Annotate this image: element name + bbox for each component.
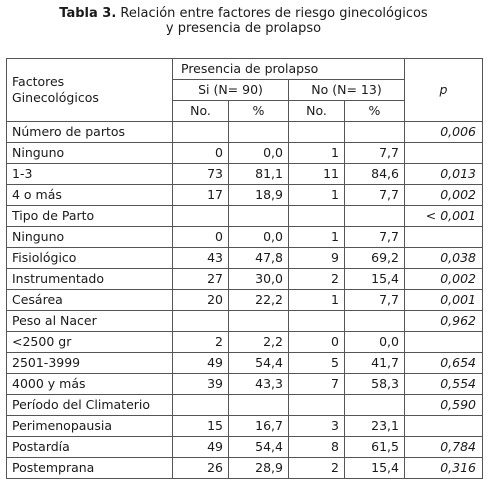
- table-row: [7, 290, 483, 311]
- row-label: Postemprana: [7, 458, 173, 479]
- row-label: 4 o más: [7, 185, 173, 206]
- cell-si-count: 2: [173, 332, 229, 353]
- cell-no-count: 11: [289, 164, 345, 185]
- cell-si-count: 0: [173, 143, 229, 164]
- cell-no-count: 1: [289, 290, 345, 311]
- cell-si-count: 73: [173, 164, 229, 185]
- table-row: [7, 185, 483, 206]
- cell-no-percent: [345, 122, 405, 143]
- cell-si-percent: 2,2: [229, 332, 289, 353]
- cell-no-count: 1: [289, 143, 345, 164]
- cell-no-percent: 7,7: [345, 185, 405, 206]
- cell-p-value: 0,316: [405, 458, 483, 479]
- cell-no-percent: 84,6: [345, 164, 405, 185]
- cell-si-count: 43: [173, 248, 229, 269]
- cell-si-count: [173, 395, 229, 416]
- cell-si-count: [173, 122, 229, 143]
- table-row: [7, 395, 483, 416]
- cell-no-count: 1: [289, 227, 345, 248]
- cell-no-percent: [345, 206, 405, 227]
- cell-no-count: 8: [289, 437, 345, 458]
- cell-si-percent: [229, 122, 289, 143]
- header-factors: [7, 59, 173, 122]
- subheader-si-count: No.: [173, 101, 229, 122]
- cell-si-count: 20: [173, 290, 229, 311]
- header-p: p: [405, 59, 483, 122]
- table-row: [7, 332, 483, 353]
- table-row: [7, 437, 483, 458]
- cell-no-count: 7: [289, 374, 345, 395]
- cell-si-percent: 47,8: [229, 248, 289, 269]
- cell-no-count: 2: [289, 458, 345, 479]
- row-label: Número de partos: [7, 122, 173, 143]
- cell-no-percent: 41,7: [345, 353, 405, 374]
- row-label: 1-3: [7, 164, 173, 185]
- cell-no-count: 5: [289, 353, 345, 374]
- subheader-no-percent: %: [345, 101, 405, 122]
- cell-no-count: [289, 122, 345, 143]
- cell-si-percent: 81,1: [229, 164, 289, 185]
- subheader-no-count: No.: [289, 101, 345, 122]
- row-label: Cesárea: [7, 290, 173, 311]
- table-row: [7, 143, 483, 164]
- cell-no-count: 9: [289, 248, 345, 269]
- cell-si-percent: 0,0: [229, 227, 289, 248]
- cell-si-percent: 30,0: [229, 269, 289, 290]
- cell-p-value: [405, 332, 483, 353]
- caption-line-1: [0, 6, 487, 21]
- table-row: [7, 353, 483, 374]
- cell-si-percent: 28,9: [229, 458, 289, 479]
- cell-p-value: 0,001: [405, 290, 483, 311]
- table-row: [7, 227, 483, 248]
- cell-no-percent: 15,4: [345, 269, 405, 290]
- cell-si-count: 49: [173, 353, 229, 374]
- cell-no-percent: 58,3: [345, 374, 405, 395]
- row-label: Perimenopausia: [7, 416, 173, 437]
- cell-si-percent: 18,9: [229, 185, 289, 206]
- cell-si-count: 27: [173, 269, 229, 290]
- header-factor-line-2: Ginecológicos: [12, 90, 99, 105]
- cell-si-percent: [229, 311, 289, 332]
- row-label: Ninguno: [7, 227, 173, 248]
- cell-si-count: [173, 311, 229, 332]
- cell-si-count: 49: [173, 437, 229, 458]
- cell-no-percent: [345, 311, 405, 332]
- cell-si-count: 26: [173, 458, 229, 479]
- cell-si-percent: 0,0: [229, 143, 289, 164]
- cell-si-percent: 16,7: [229, 416, 289, 437]
- cell-si-percent: 22,2: [229, 290, 289, 311]
- cell-si-count: 17: [173, 185, 229, 206]
- cell-no-percent: 7,7: [345, 290, 405, 311]
- row-label: Peso al Nacer: [7, 311, 173, 332]
- row-label: 4000 y más: [7, 374, 173, 395]
- row-label: Tipo de Parto: [7, 206, 173, 227]
- caption-label: Tabla 3.: [59, 6, 117, 21]
- row-label: Período del Climaterio: [7, 395, 173, 416]
- row-label: Postardía: [7, 437, 173, 458]
- cell-si-percent: [229, 206, 289, 227]
- table-row: [7, 458, 483, 479]
- table-row: [7, 374, 483, 395]
- cell-si-percent: 54,4: [229, 437, 289, 458]
- caption-line-2: y presencia de prolapso: [165, 21, 322, 36]
- cell-si-count: 39: [173, 374, 229, 395]
- cell-p-value: [405, 227, 483, 248]
- table-row: [7, 206, 483, 227]
- cell-no-percent: 23,1: [345, 416, 405, 437]
- row-label: 2501-3999: [7, 353, 173, 374]
- table-body: [7, 122, 483, 479]
- cell-no-count: 0: [289, 332, 345, 353]
- cell-no-count: [289, 206, 345, 227]
- cell-si-percent: 54,4: [229, 353, 289, 374]
- table-row: [7, 164, 483, 185]
- row-label: Instrumentado: [7, 269, 173, 290]
- cell-no-percent: 15,4: [345, 458, 405, 479]
- cell-p-value: 0,013: [405, 164, 483, 185]
- header-row-1: [7, 59, 483, 80]
- cell-p-value: < 0,001: [405, 206, 483, 227]
- cell-no-percent: 7,7: [345, 227, 405, 248]
- header-presence: Presencia de prolapso: [173, 59, 405, 80]
- cell-p-value: 0,784: [405, 437, 483, 458]
- risk-factors-table: [6, 58, 483, 479]
- caption-title: Relación entre factores de riesgo ginecológicos: [116, 6, 428, 21]
- cell-p-value: 0,590: [405, 395, 483, 416]
- header-no: No (N= 13): [289, 80, 405, 101]
- cell-no-percent: [345, 395, 405, 416]
- cell-no-percent: 61,5: [345, 437, 405, 458]
- subheader-si-percent: %: [229, 101, 289, 122]
- cell-p-value: 0,006: [405, 122, 483, 143]
- header-factor-line-1: Factores: [12, 74, 65, 89]
- row-label: <2500 gr: [7, 332, 173, 353]
- header-si: Si (N= 90): [173, 80, 289, 101]
- table-row: [7, 311, 483, 332]
- table-row: [7, 122, 483, 143]
- table-row: [7, 416, 483, 437]
- cell-p-value: 0,038: [405, 248, 483, 269]
- cell-p-value: [405, 143, 483, 164]
- cell-si-percent: 43,3: [229, 374, 289, 395]
- cell-no-percent: 69,2: [345, 248, 405, 269]
- cell-si-count: 0: [173, 227, 229, 248]
- cell-p-value: 0,962: [405, 311, 483, 332]
- cell-no-count: [289, 311, 345, 332]
- cell-no-percent: 0,0: [345, 332, 405, 353]
- cell-p-value: [405, 416, 483, 437]
- row-label: Fisiológico: [7, 248, 173, 269]
- cell-no-count: 1: [289, 185, 345, 206]
- table-row: [7, 248, 483, 269]
- cell-p-value: 0,654: [405, 353, 483, 374]
- cell-p-value: 0,554: [405, 374, 483, 395]
- table-row: [7, 269, 483, 290]
- cell-no-count: 2: [289, 269, 345, 290]
- cell-no-percent: 7,7: [345, 143, 405, 164]
- cell-si-count: 15: [173, 416, 229, 437]
- cell-no-count: [289, 395, 345, 416]
- cell-no-count: 3: [289, 416, 345, 437]
- row-label: Ninguno: [7, 143, 173, 164]
- cell-p-value: 0,002: [405, 269, 483, 290]
- cell-si-percent: [229, 395, 289, 416]
- table-caption: [0, 6, 487, 36]
- cell-p-value: 0,002: [405, 185, 483, 206]
- cell-si-count: [173, 206, 229, 227]
